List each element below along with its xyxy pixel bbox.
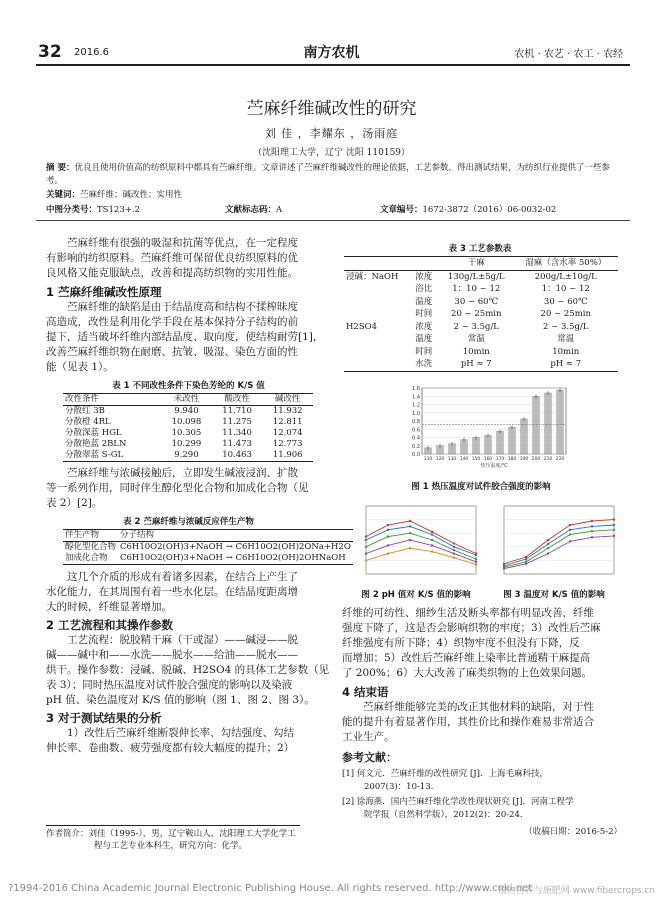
table-cell: C6H10O2(OH)3+NaOH → C6H10O2(OH)2ONa+H2O <box>120 542 351 552</box>
table-cell: 9.940 <box>174 406 199 416</box>
table3-caption: 表 3 工艺参数表 <box>448 244 512 254</box>
references-title: 参考文献： <box>342 751 397 764</box>
data-point <box>547 547 549 549</box>
data-point <box>431 531 433 533</box>
table-cell <box>344 333 413 346</box>
x-tick-label: 210 <box>543 457 553 462</box>
data-point <box>525 563 527 565</box>
table-row <box>344 333 618 346</box>
table-cell: 加成化合物 <box>65 553 108 563</box>
table-header-cell: 改性条件 <box>63 394 161 406</box>
table-row <box>344 358 618 371</box>
data-point <box>547 539 549 541</box>
footnote-line: 程与工艺专业本科生，研究方向：化学。 <box>94 841 248 851</box>
table-cell: 11.275 <box>222 417 252 427</box>
data-point <box>475 558 477 560</box>
reference-2-cont: 院学报（自然科学版），2012(2)：20-24. <box>364 810 523 820</box>
copyright-footer: ?1994-2016 China Academic Journal Electronic Publishing House. All rights reserved. http://www.cnki.net <box>8 883 533 894</box>
paragraph: 苎麻纤维有很强的吸湿和抗菌等优点，在一定程度 <box>67 237 298 249</box>
table-cell <box>344 346 413 359</box>
paragraph: 苎麻纤维与浓碱接触后，立即发生碱液浸润、扩散 <box>67 467 298 479</box>
paragraph: 苎麻纤维能够完美的改正其他材料的缺陷，对于性 <box>363 701 594 713</box>
table-cell: 醇化型化合物 <box>65 542 117 552</box>
x-tick-label: 130 <box>447 457 457 462</box>
table-cell: 水洗 <box>415 359 433 369</box>
table-header-cell: 酸改性 <box>212 394 263 406</box>
table-cell: 10.098 <box>171 417 202 427</box>
table-cell: 分散艳蓝 2BLN <box>65 439 127 449</box>
footnote-rule <box>46 825 300 826</box>
x-tick-label: 160 <box>483 457 493 462</box>
bar <box>497 431 504 454</box>
table-cell: 时间 <box>415 309 433 319</box>
table-cell: 2 ~ 3.5g/L <box>543 321 589 332</box>
data-point <box>453 546 455 548</box>
data-point <box>547 543 549 545</box>
data-point <box>431 544 433 546</box>
bar <box>545 393 552 454</box>
data-point <box>365 546 367 548</box>
keywords-text: 苎麻纤维；碱改性；实用性 <box>80 190 183 200</box>
data-point <box>569 524 571 526</box>
paragraph: 水化能力，在其周围有着一些水化层。在结晶度距离增 <box>46 586 298 598</box>
table-cell: 10.299 <box>171 439 202 449</box>
journal-name: 南方农机 <box>303 45 360 61</box>
data-point <box>613 518 615 520</box>
data-point <box>453 552 455 554</box>
doc-label: 文献标志码： <box>225 205 277 215</box>
table-header-cell: 未改性 <box>161 394 212 406</box>
paragraph: 了 200%；6）大大改善了麻类织物的上色效果问题。 <box>342 667 593 679</box>
plot-frame <box>366 506 476 574</box>
paragraph: 纤维强度有所下降；4）织物牢度不但没有下降，反 <box>342 637 580 649</box>
table-cell: 时间 <box>415 346 433 357</box>
table-cell: H2SO4 <box>346 321 378 332</box>
paragraph: 提下，适当破坏纤维内部结晶度、取向度，使结构耐劳[1]， <box>46 331 324 343</box>
data-point <box>409 547 411 549</box>
keywords <box>46 188 182 200</box>
data-point <box>409 539 411 541</box>
reference-1-cont: 2007(3)：10-13. <box>364 782 434 792</box>
paragraph: 而增加；5）改性后苎麻纤维上染率比普通精干麻提高 <box>342 652 591 664</box>
data-point <box>387 544 389 546</box>
data-point <box>365 552 367 554</box>
footnote-line: 作者简介：刘佳（1995-），男，辽宁鞍山人，沈阳理工大学化学工 <box>46 829 296 839</box>
table-cell: 浴比 <box>415 284 433 294</box>
authors: 刘 佳 ，李耀东 ，汤雨庭 <box>264 127 399 140</box>
table-row <box>344 346 618 359</box>
table-cell: 11.710 <box>222 406 252 416</box>
table-row <box>63 553 353 565</box>
bar <box>509 427 516 454</box>
table-cell: 9.290 <box>174 450 199 460</box>
table-cell <box>344 296 413 309</box>
paragraph: 工艺流程：脱胶精干麻（干或湿）——碱浸——脱 <box>67 634 298 646</box>
data-point <box>387 552 389 554</box>
paragraph: 表 2）[2]。 <box>46 497 103 509</box>
paragraph: 纤维的可纺性、细纱生活及断头率都有明显改善，纤维 <box>342 607 594 619</box>
figure2-chart <box>352 502 480 584</box>
doc-code <box>225 203 282 215</box>
table-cell: 浸碱：NaOH <box>346 271 399 282</box>
x-tick-label: 120 <box>435 457 445 462</box>
table-header-row <box>63 530 353 542</box>
data-point <box>613 535 615 537</box>
doc-value: A <box>276 205 283 215</box>
table-header-row <box>344 257 618 271</box>
x-axis-label: 热压温度/℃ <box>480 463 508 469</box>
affiliation: （沈阳理工大学，辽宁 沈阳 110159） <box>252 148 411 158</box>
table-row <box>63 542 353 554</box>
paragraph: 有影响的纺织原料。苎麻纤维可保留优良纺织原料的优 <box>46 252 298 264</box>
table-row <box>63 450 313 462</box>
data-point <box>453 556 455 558</box>
x-tick-label: 140 <box>459 457 469 462</box>
bar <box>557 390 564 454</box>
table-cell: 30 ~ 60℃ <box>454 296 499 307</box>
paragraph: 改善苎麻纤维织物在耐磨、抗皱、吸湿、染色方面的性 <box>46 346 298 358</box>
table2-caption: 表 2 苎麻纤维与浓碱反应伴生产物 <box>123 517 254 527</box>
table-cell: 12.074 <box>272 428 303 438</box>
data-point <box>569 533 571 535</box>
data-point <box>365 559 367 561</box>
data-point <box>431 550 433 552</box>
table-cell: 分散橙 4RL <box>65 417 111 427</box>
table-cell: 10.305 <box>171 428 202 438</box>
table-cell: 12.811 <box>272 417 303 427</box>
data-point <box>387 529 389 531</box>
figure1-chart <box>394 384 574 472</box>
keywords-label: 关键词： <box>46 190 81 200</box>
paragraph: pH 值、染色温度对 K/S 值的影响（图 1、图 2、图 3）。 <box>46 694 315 706</box>
x-tick-label: 150 <box>471 457 481 462</box>
data-point <box>453 549 455 551</box>
data-point <box>613 529 615 531</box>
table-cell: 2 ~ 3.5g/L <box>453 321 499 332</box>
abstract-text: 优良且使用价值高的纺织原料中都具有苎麻纤维。文章讲述了苎麻纤维碱改性的理论依据，工艺参数，得出测试结果，为纺织行业提供了一些参考。 <box>46 163 610 186</box>
reference-2: [2] 徐海燕．国内苎麻纤维化学改性现状研究 [J]．河南工程学 <box>342 797 574 807</box>
table-cell: 温度 <box>415 334 433 344</box>
table1 <box>63 393 313 462</box>
table-row <box>344 308 618 321</box>
table-cell: 分散红 3B <box>65 406 105 416</box>
paragraph: 1）改性后苎麻纤维断裂伸长率、勾结强度、勾结 <box>67 727 295 739</box>
header-rule <box>36 64 630 66</box>
table-cell: 常温 <box>467 334 485 344</box>
bar <box>533 396 540 454</box>
table-cell: 10min <box>462 346 490 357</box>
table-cell: 30 ~ 60℃ <box>543 296 588 307</box>
x-tick-label: 180 <box>507 457 517 462</box>
x-tick-label: 200 <box>531 457 541 462</box>
bar <box>485 435 492 454</box>
x-tick-label: 190 <box>519 457 529 462</box>
figure1-caption: 图 1 热压温度对试件胶合强度的影响 <box>411 482 551 492</box>
page-number: 32 <box>38 42 62 62</box>
table-cell: 分散翠蓝 S-GL <box>65 450 124 460</box>
paragraph: 能（见表 1）。 <box>46 361 114 373</box>
table-cell: 浓度 <box>415 271 433 282</box>
y-tick-label: 1.0 <box>412 410 420 417</box>
watermark: 植物营养与施肥网 www.fibercrops.cn <box>497 886 655 896</box>
table-cell: 常温 <box>557 334 575 344</box>
section-name: 农机 · 农艺 · 农工 · 农经 <box>514 49 623 60</box>
clc-number <box>46 203 140 215</box>
table-cell <box>344 308 413 321</box>
bar <box>473 438 480 455</box>
paragraph: 等一系列作用，同时伴生醇化型化合物和加成化合物（见 <box>46 482 309 494</box>
issue-date: 2016.6 <box>74 47 109 58</box>
data-point <box>453 542 455 544</box>
table-cell: 11.340 <box>222 428 252 438</box>
table-cell: 200g/L±10g/L <box>534 271 597 282</box>
table-header-cell: 分子结构 <box>118 530 353 542</box>
received-date: （收稿日期：2016-5-2） <box>524 827 622 837</box>
y-tick-label: 0.0 <box>412 452 420 458</box>
table-cell: pH ≈ 7 <box>460 359 492 369</box>
table-row <box>344 296 618 309</box>
table-cell: 1：10 ~ 12 <box>452 284 501 294</box>
y-tick-label: 0.2 <box>412 443 420 450</box>
table1-caption: 表 1 不同改性条件下染色芳纶的 K/S 值 <box>112 381 265 391</box>
right-column-text <box>342 606 622 839</box>
table-cell: 12.773 <box>272 439 303 449</box>
paragraph: 表 3）；同时热压温度对试件胶合强度的影响以及染液 <box>46 679 293 691</box>
paragraph: 碱——碱中和——水洗——脱水——给油——脱水—— <box>46 649 298 661</box>
paragraph: 工业生产。 <box>342 731 395 743</box>
paragraph: 强度下降了，这是否会影响织物的牢度；3）改性后苎麻 <box>342 622 601 634</box>
meta-rule <box>36 220 630 221</box>
table-header-cell: 伴生产物 <box>63 530 118 542</box>
table-header-cell <box>413 257 439 271</box>
section-heading-3: 3 对于测试结果的分析 <box>46 711 162 725</box>
table-row <box>63 417 313 428</box>
abstract-label: 摘 要： <box>46 163 75 173</box>
art-label: 文章编号： <box>380 205 423 215</box>
clc-value: TS123+.2 <box>97 205 140 215</box>
data-point <box>591 525 593 527</box>
data-point <box>365 535 367 537</box>
data-point <box>387 524 389 526</box>
author-footnote <box>46 828 300 852</box>
abstract <box>46 162 626 188</box>
data-point <box>569 540 571 542</box>
table-cell: pH ≈ 7 <box>550 359 582 369</box>
data-point <box>475 563 477 565</box>
data-point <box>475 554 477 556</box>
data-point <box>475 561 477 563</box>
table-cell: 130g/L±5g/L <box>447 271 505 282</box>
section-heading-2: 2 工艺流程和其操作参数 <box>46 618 174 632</box>
article-title: 苎麻纤维碱改性的研究 <box>246 99 417 119</box>
data-point <box>525 558 527 560</box>
data-point <box>591 520 593 522</box>
table-cell: 11.473 <box>222 439 252 449</box>
section-heading-1: 1 苎麻纤维碱改性原理 <box>46 285 162 299</box>
table-row <box>344 283 618 296</box>
table-cell: 10.463 <box>222 450 252 460</box>
table2 <box>63 529 353 565</box>
data-point <box>547 552 549 554</box>
table-cell: 10min <box>552 346 580 357</box>
y-tick-label: 1.6 <box>412 386 420 392</box>
paragraph: 这几个介质的形成有着诸多因素，在结合上产生了 <box>67 571 298 583</box>
table-cell: 温度 <box>415 296 433 307</box>
table-cell: 浓度 <box>415 321 433 332</box>
paragraph: 大的时候，纤维显著增加。 <box>46 601 172 613</box>
data-point <box>591 530 593 532</box>
table-cell: 11.906 <box>272 450 303 460</box>
paragraph: 伸长率、卷曲数、疲劳强度都有较大幅度的提升；2） <box>46 742 295 754</box>
data-point <box>613 524 615 526</box>
data-point <box>409 520 411 522</box>
data-point <box>409 525 411 527</box>
table-header-cell: 干麻 <box>439 257 513 271</box>
table-row <box>63 428 313 439</box>
table-cell: 分散深蓝 HGL <box>65 428 122 438</box>
section-heading-4: 4 结束语 <box>342 685 389 699</box>
bar <box>461 440 468 454</box>
paragraph: 高造成，改性是利用化学手段在基本保持分子结构的前 <box>46 316 298 328</box>
paragraph: 烘干。操作参数：浸碱、脱碱、H2SO4 的具体工艺参数（见 <box>46 664 330 676</box>
table-cell: C6H10O2(OH)3+NaOH → C6H10O2(OH)2OHNaOH <box>120 553 346 563</box>
table-header-row <box>63 394 313 406</box>
table-row <box>344 321 618 334</box>
reference-1: [1] 何文元．苎麻纤维的改性研究 [J]．上海毛麻科技， <box>342 769 548 779</box>
table-cell: 20 ~ 25min <box>540 309 591 319</box>
table3 <box>344 256 618 372</box>
x-tick-label: 170 <box>495 457 505 462</box>
figure2-caption: 图 2 pH 值对 K/S 值的影响 <box>361 590 471 600</box>
figure3-caption: 图 3 温度对 K/S 值的影响 <box>503 590 605 600</box>
table-cell: 20 ~ 25min <box>451 309 502 319</box>
figure3-chart <box>490 502 618 584</box>
data-point <box>569 529 571 531</box>
table-cell <box>344 358 413 371</box>
table-header-cell: 碱改性 <box>262 394 313 406</box>
y-tick-label: 0.6 <box>412 427 420 434</box>
table-cell: 1：10 ~ 12 <box>541 284 590 294</box>
y-tick-label: 0.4 <box>412 435 420 442</box>
x-tick-label: 220 <box>555 457 565 462</box>
article-number <box>380 203 556 215</box>
data-point <box>365 539 367 541</box>
left-column <box>46 236 351 756</box>
data-point <box>387 535 389 537</box>
table-header-cell <box>344 257 413 271</box>
y-tick-label: 0.8 <box>412 419 420 425</box>
data-point <box>431 533 433 535</box>
data-point <box>591 536 593 538</box>
data-point <box>409 532 411 534</box>
plot-frame <box>504 506 614 574</box>
table-cell <box>344 283 413 296</box>
table-row <box>344 270 618 283</box>
paragraph: 苎麻纤维的缺陷是由于结晶度高和结构不揉榨昧度 <box>67 301 298 313</box>
table-row <box>63 406 313 418</box>
paragraph: 能的提升有着显著作用，其性价比和操作难易非常适合 <box>342 716 594 728</box>
y-tick-label: 1.2 <box>412 402 420 409</box>
y-tick-label: 1.4 <box>412 394 420 401</box>
table-header-cell: 湿麻（含水率 50%） <box>513 257 618 271</box>
data-point <box>503 567 505 569</box>
table-row <box>63 439 313 450</box>
paragraph: 良风格又能克服缺点，改善和提高纺织物的实用性能。 <box>46 267 298 279</box>
x-tick-label: 110 <box>423 457 433 462</box>
clc-label: 中图分类号： <box>46 205 98 215</box>
art-value: 1672-3872（2016）06-0032-02 <box>422 205 557 215</box>
data-point <box>431 539 433 541</box>
table-cell: 11.932 <box>272 406 303 416</box>
